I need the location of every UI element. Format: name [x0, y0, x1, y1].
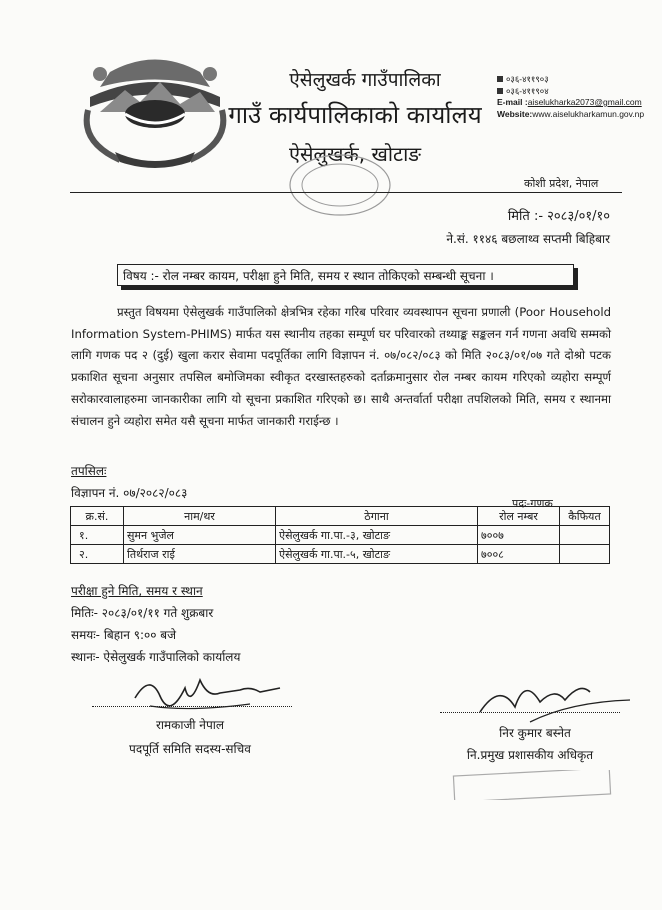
cell-sn: १. [71, 526, 124, 545]
exam-time: समयः- बिहान ९:०० बजे [71, 628, 177, 642]
signature-right-icon [470, 672, 640, 732]
cell-name: सुमन भुजेल [124, 526, 276, 545]
email-value[interactable]: aiselukharka2073@gmail.com [527, 97, 642, 107]
email-label: E-mail : [497, 97, 528, 107]
col-name: नाम/थर [124, 507, 276, 526]
col-address: ठेगाना [276, 507, 478, 526]
subject-box: विषय :- रोल नम्बर कायम, परीक्षा हुने मिति, समय र स्थान तोकिएको सम्बन्धी सूचना । [117, 264, 574, 286]
signatory-left-name: रामकाजी नेपाल [155, 718, 225, 732]
contact-block [497, 74, 657, 120]
signatory-right-name: निर कुमार बस्नेत [499, 726, 571, 740]
table-header-row [71, 507, 610, 526]
nepal-sambat-date: ने.सं. ११४६ बछलाथ्व सप्तमी बिहिबार [446, 232, 610, 246]
notice-body-text: प्रस्तुत विषयमा ऐसेलुखर्क गाउँपालिको क्षेत्रभित्र रहेका गरिब परिवार व्यवस्थापन सूचना प्रणाली (Poor Household Information System-PHIMS) मार्फत यस स्थानीय तहका सम्पूर्ण घर परिवारको तथ्याङ्क सङ्कलन गर्न गणना अवधि सम्मको लागि गणक पद २ (दुई) खुला करार सेवामा पदपूर्तिका लागि विज्ञापन नं. ०७/०८२/०८३ को मिति २०८३/०१/०७ गते दोश्रो पटक प्रकाशित सूचना अनुसार तपसिल बमोजिमका स्वीकृत दरखास्तहरुको दर्ताक्रमानुसार रोल नम्बर कायम गरिएको व्यहोरा सम्पूर्ण सरोकारवालाहरुमा जानकारीका लागि यो सूचना प्रकाशित गरिएको छ। साथै अन्तर्वार्ता परीक्षा तपशिलको मिति, समय र स्थानमा संचालन हुने व्यहोरा समेत यसै सूचना मार्फत जानकारी गराईन्छ । [71, 305, 611, 428]
office-address: ऐसेलुखर्क, खोटाङ [288, 142, 422, 166]
cell-name: तिर्थराज राई [124, 545, 276, 564]
table-row [71, 545, 610, 564]
website-label: Website: [497, 108, 533, 119]
col-remarks: कैफियत [560, 507, 610, 526]
schedule-heading: तपसिलः [71, 464, 107, 478]
post-label: पदः-गणक [512, 497, 553, 510]
cell-remarks [560, 526, 610, 545]
header-divider [70, 192, 622, 193]
office-name-line1: ऐसेलुखर्क गाउँपालिका [289, 69, 441, 91]
signature-left-icon [130, 668, 290, 718]
notice-body [71, 302, 611, 432]
cell-sn: २. [71, 545, 124, 564]
signatory-right-role: नि.प्रमुख प्रशासकीय अधिकृत [466, 748, 594, 762]
cell-address: ऐसेलुखर्क गा.पा.-३, खोटाङ [276, 526, 478, 545]
email-line [497, 97, 657, 109]
exam-date: मितिः- २०८३/०१/११ गते शुक्रबार [71, 606, 214, 620]
col-sn: क्र.सं. [71, 507, 124, 526]
phone-2: ०३६-४११९०४ [497, 86, 657, 98]
table-row [71, 526, 610, 545]
exam-heading: परीक्षा हुने मिति, समय र स्थान [71, 584, 203, 598]
website-line [497, 109, 657, 121]
cell-address: ऐसेलुखर्क गा.पा.-५, खोटाङ [276, 545, 478, 564]
province-label: कोशी प्रदेश, नेपाल [524, 177, 599, 190]
officer-stamp-icon [452, 770, 612, 800]
signature-line-right [440, 712, 620, 713]
signature-line-left [92, 706, 292, 707]
office-name-line2: गाउँ कार्यपालिकाको कार्यालय [228, 101, 482, 129]
col-roll: रोल नम्बर [478, 507, 560, 526]
signatory-left-role: पदपूर्ति समिति सदस्य-सचिव [129, 742, 251, 756]
cell-remarks [560, 545, 610, 564]
notice-date: मिति :- २०८३/०१/१० [507, 209, 610, 224]
roll-number-table [70, 506, 610, 564]
office-stamp-icon [285, 150, 395, 220]
phone-1: ०३६-४११९०३ [497, 74, 657, 86]
advertisement-number: विज्ञापन नं. ०७/२०८२/०८३ [71, 486, 188, 500]
cell-roll: ७००७ [478, 526, 560, 545]
exam-place: स्थानः- ऐसेलुखर्क गाउँपालिको कार्यालय [71, 650, 241, 664]
cell-roll: ७००८ [478, 545, 560, 564]
website-value[interactable]: www.aiselukharkamun.gov.np [532, 108, 645, 119]
